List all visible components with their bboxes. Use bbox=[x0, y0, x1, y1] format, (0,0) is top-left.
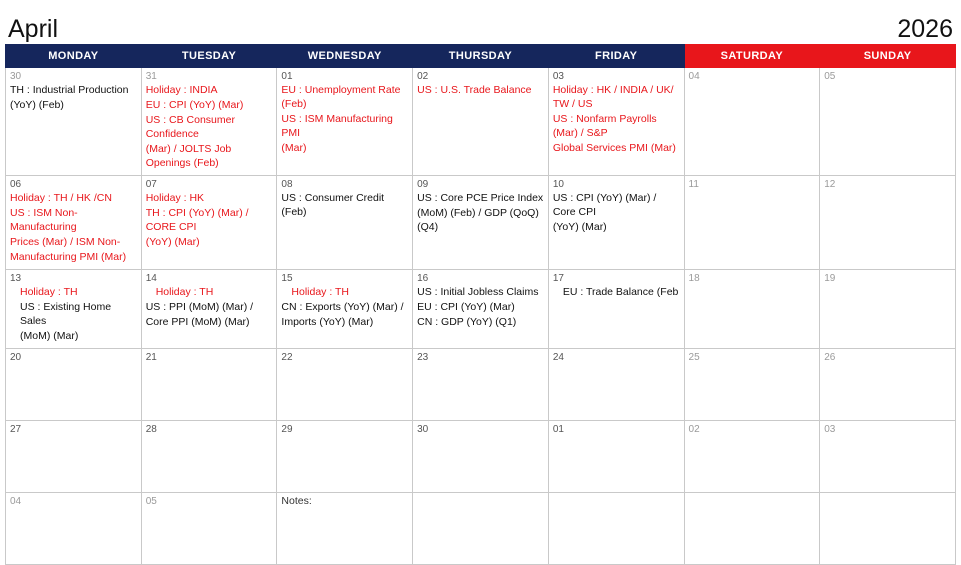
calendar-week-row bbox=[6, 421, 956, 493]
weekday-header-wednesday: WEDNESDAY bbox=[277, 45, 413, 68]
calendar-day-cell[interactable] bbox=[548, 493, 684, 565]
calendar-day-cell[interactable] bbox=[413, 349, 549, 421]
calendar-day-cell[interactable] bbox=[413, 421, 549, 493]
calendar-event: (Mar) bbox=[281, 142, 307, 155]
calendar-day-cell[interactable] bbox=[6, 68, 142, 176]
calendar-day-cell[interactable] bbox=[548, 421, 684, 493]
weekday-header-monday: MONDAY bbox=[6, 45, 142, 68]
calendar-day-cell[interactable] bbox=[548, 176, 684, 270]
weekday-header-friday: FRIDAY bbox=[548, 45, 684, 68]
calendar-day-cell[interactable] bbox=[277, 68, 413, 176]
calendar-week-row bbox=[6, 349, 956, 421]
calendar-day-cell[interactable] bbox=[413, 68, 549, 176]
calendar-event: CN : Exports (YoY) (Mar) / bbox=[281, 301, 404, 314]
calendar-event: (YoY) (Mar) bbox=[552, 221, 607, 234]
calendar-event: Prices (Mar) / ISM Non- bbox=[10, 236, 121, 249]
calendar-day-cell[interactable] bbox=[548, 68, 684, 176]
day-number: 17 bbox=[552, 273, 564, 285]
day-number: 10 bbox=[552, 179, 564, 191]
day-number: 24 bbox=[552, 352, 564, 364]
day-number: 04 bbox=[10, 496, 22, 508]
calendar-event: Manufacturing PMI (Mar) bbox=[10, 251, 127, 264]
calendar-event: US : ISM Manufacturing PMI bbox=[281, 113, 393, 140]
day-number: 16 bbox=[417, 273, 429, 285]
calendar-day-cell[interactable] bbox=[684, 270, 820, 349]
calendar-day-cell[interactable] bbox=[277, 349, 413, 421]
day-number: 15 bbox=[281, 273, 293, 285]
calendar-body bbox=[6, 68, 956, 565]
calendar-table bbox=[5, 44, 956, 565]
calendar-day-cell[interactable] bbox=[684, 421, 820, 493]
year-title: 2026 bbox=[897, 15, 953, 43]
calendar-day-cell[interactable] bbox=[820, 176, 956, 270]
calendar-day-cell[interactable] bbox=[413, 270, 549, 349]
weekday-header-tuesday: TUESDAY bbox=[141, 45, 277, 68]
calendar-event: (YoY) (Feb) bbox=[10, 99, 64, 112]
calendar-week-row bbox=[6, 176, 956, 270]
calendar-event: EU : CPI (YoY) (Mar) bbox=[145, 99, 244, 112]
calendar-event: Holiday : TH bbox=[291, 286, 349, 299]
calendar-day-cell[interactable] bbox=[548, 349, 684, 421]
calendar-event: US : Initial Jobless Claims bbox=[417, 286, 539, 299]
calendar-day-cell[interactable] bbox=[141, 493, 277, 565]
day-number: 22 bbox=[281, 352, 293, 364]
calendar-event: Holiday : TH bbox=[155, 286, 214, 299]
day-number: 23 bbox=[417, 352, 429, 364]
notes-label: Notes: bbox=[281, 495, 312, 508]
day-number: 03 bbox=[552, 71, 564, 82]
day-number: 30 bbox=[417, 424, 429, 436]
calendar-event: Holiday : INDIA bbox=[145, 84, 218, 97]
day-number: 20 bbox=[10, 352, 22, 364]
day-number: 25 bbox=[688, 352, 700, 364]
calendar-event: US : Nonfarm Payrolls (Mar) / S&P bbox=[552, 113, 657, 140]
calendar-week-row bbox=[6, 68, 956, 176]
calendar-event: US : CB Consumer Confidence bbox=[145, 114, 235, 141]
month-title: April bbox=[8, 15, 59, 43]
calendar-day-cell[interactable] bbox=[820, 421, 956, 493]
calendar-event: TH : Industrial Production bbox=[10, 84, 129, 97]
calendar-day-cell[interactable] bbox=[277, 493, 413, 565]
weekday-header-row bbox=[6, 45, 956, 68]
day-number: 28 bbox=[145, 424, 157, 436]
calendar-day-cell[interactable] bbox=[413, 176, 549, 270]
day-number: 29 bbox=[281, 424, 293, 436]
weekday-header-thursday: THURSDAY bbox=[413, 45, 549, 68]
calendar-day-cell[interactable] bbox=[141, 270, 277, 349]
calendar-event: Holiday : HK bbox=[145, 192, 205, 205]
calendar-event: US : U.S. Trade Balance bbox=[417, 84, 532, 97]
day-number: 13 bbox=[10, 273, 22, 285]
calendar-day-cell[interactable] bbox=[6, 493, 142, 565]
day-number: 19 bbox=[824, 273, 836, 285]
day-number: 07 bbox=[145, 179, 157, 191]
calendar-day-cell[interactable] bbox=[684, 68, 820, 176]
day-number: 02 bbox=[688, 424, 700, 436]
calendar-day-cell[interactable] bbox=[684, 176, 820, 270]
calendar-event: (MoM) (Feb) / GDP (QoQ) (Q4) bbox=[417, 207, 539, 234]
calendar-day-cell[interactable] bbox=[820, 349, 956, 421]
calendar-day-cell[interactable] bbox=[820, 68, 956, 176]
calendar-header bbox=[5, 0, 956, 44]
weekday-header-saturday: SATURDAY bbox=[684, 45, 820, 68]
day-number: 01 bbox=[552, 424, 564, 436]
calendar-event: US : Consumer Credit (Feb) bbox=[281, 192, 385, 219]
day-number: 06 bbox=[10, 179, 22, 191]
calendar-event: US : PPI (MoM) (Mar) / bbox=[145, 301, 254, 314]
day-number: 08 bbox=[281, 179, 293, 191]
calendar-week-row bbox=[6, 270, 956, 349]
day-number: 31 bbox=[145, 71, 157, 82]
day-number: 21 bbox=[145, 352, 157, 364]
weekday-header-sunday: SUNDAY bbox=[820, 45, 956, 68]
calendar-day-cell[interactable] bbox=[548, 270, 684, 349]
calendar-day-cell[interactable] bbox=[141, 68, 277, 176]
calendar-event: Holiday : TH / HK /CN bbox=[10, 192, 112, 205]
calendar-event: (MoM) (Mar) bbox=[20, 330, 79, 343]
calendar-event: Core PPI (MoM) (Mar) bbox=[145, 316, 250, 329]
calendar-day-cell[interactable] bbox=[277, 176, 413, 270]
calendar-day-cell[interactable] bbox=[684, 493, 820, 565]
calendar-event: US : ISM Non-Manufacturing bbox=[10, 207, 78, 234]
calendar-day-cell[interactable] bbox=[277, 421, 413, 493]
calendar-event: CN : GDP (YoY) (Q1) bbox=[417, 316, 517, 329]
day-number: 09 bbox=[417, 179, 429, 191]
calendar-day-cell[interactable] bbox=[684, 349, 820, 421]
calendar-day-cell[interactable] bbox=[141, 421, 277, 493]
calendar-event: EU : Trade Balance (Feb bbox=[562, 286, 679, 299]
calendar-event: EU : CPI (YoY) (Mar) bbox=[417, 301, 515, 314]
calendar-event: US : CPI (YoY) (Mar) / Core CPI bbox=[552, 192, 657, 219]
calendar-week-row bbox=[6, 493, 956, 565]
calendar-day-cell[interactable] bbox=[6, 270, 142, 349]
day-number: 11 bbox=[688, 179, 699, 191]
day-number: 30 bbox=[10, 71, 22, 82]
calendar-event: (YoY) (Mar) bbox=[145, 236, 200, 249]
calendar-event: EU : Unemployment Rate (Feb) bbox=[281, 84, 401, 111]
day-number: 12 bbox=[824, 179, 836, 191]
calendar-event: Global Services PMI (Mar) bbox=[552, 142, 676, 155]
calendar-event: Holiday : TH bbox=[20, 286, 78, 299]
calendar-event: (Mar) / JOLTS Job Openings (Feb) bbox=[145, 143, 232, 170]
day-number: 01 bbox=[281, 71, 293, 82]
day-number: 27 bbox=[10, 424, 22, 436]
calendar-day-cell[interactable] bbox=[141, 349, 277, 421]
calendar-event: US : Core PCE Price Index bbox=[417, 192, 544, 205]
day-number: 05 bbox=[824, 71, 836, 82]
calendar-day-cell[interactable] bbox=[6, 176, 142, 270]
day-number: 03 bbox=[824, 424, 836, 436]
calendar-event: Imports (YoY) (Mar) bbox=[281, 316, 374, 329]
calendar-day-cell[interactable] bbox=[6, 421, 142, 493]
calendar-event: US : Existing Home Sales bbox=[20, 301, 112, 328]
day-number: 04 bbox=[688, 71, 700, 82]
day-number: 02 bbox=[417, 71, 429, 82]
day-number: 26 bbox=[824, 352, 836, 364]
calendar-day-cell[interactable] bbox=[277, 270, 413, 349]
calendar-day-cell[interactable] bbox=[820, 270, 956, 349]
day-number: 18 bbox=[688, 273, 700, 285]
calendar-day-cell[interactable] bbox=[141, 176, 277, 270]
day-number: 05 bbox=[145, 496, 157, 508]
calendar-day-cell[interactable] bbox=[6, 349, 142, 421]
calendar-event: Holiday : HK / INDIA / UK/ TW / US bbox=[552, 84, 674, 111]
calendar-day-cell[interactable] bbox=[413, 493, 549, 565]
day-number: 14 bbox=[145, 273, 157, 285]
calendar-day-cell[interactable] bbox=[820, 493, 956, 565]
calendar-event: TH : CPI (YoY) (Mar) / CORE CPI bbox=[145, 207, 249, 234]
